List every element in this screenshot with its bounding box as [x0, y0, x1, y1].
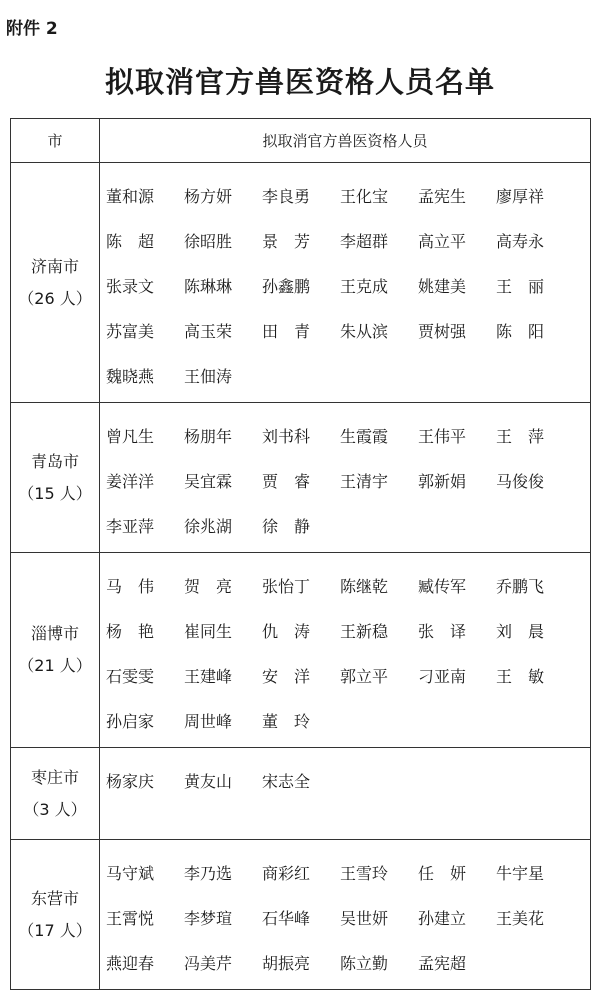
name-row — [106, 653, 590, 698]
person-name: 刘书科 — [262, 427, 311, 446]
person-name: 李超群 — [340, 232, 389, 251]
person-name: 张录文 — [106, 277, 155, 296]
person-name: 刁亚南 — [418, 667, 467, 686]
person-name: 牛宇星 — [496, 864, 545, 883]
person-name: 曾凡生 — [106, 427, 155, 446]
name-row — [106, 503, 590, 548]
city-name: 枣庄市 — [30, 767, 79, 787]
person-name: 高立平 — [418, 232, 467, 251]
person-name: 马俊俊 — [496, 472, 545, 491]
person-name: 王伟平 — [418, 427, 467, 446]
city-group-row — [11, 748, 591, 840]
person-name: 徐兆湖 — [184, 517, 233, 536]
city-cell — [11, 748, 100, 840]
person-name: 张怡丁 — [262, 577, 311, 596]
name-row — [106, 308, 590, 353]
person-name: 燕迎春 — [106, 954, 155, 973]
city-cell — [11, 403, 100, 553]
person-name: 董和源 — [106, 187, 155, 206]
names-cell — [100, 403, 591, 553]
city-count: （21 人） — [18, 656, 92, 675]
person-name: 冯美芹 — [184, 954, 233, 973]
person-name: 陈立勤 — [340, 954, 389, 973]
person-name: 苏富美 — [106, 322, 155, 341]
city-cell — [11, 163, 100, 403]
city-count: （26 人） — [18, 288, 92, 308]
person-name: 王克成 — [340, 277, 389, 296]
city-group-row — [11, 403, 591, 553]
person-name: 宋志全 — [262, 772, 311, 791]
city-name: 东营市 — [30, 888, 79, 908]
person-name: 崔同生 — [184, 622, 233, 641]
person-name: 刘 晨 — [496, 622, 545, 641]
person-name: 陈 超 — [106, 232, 155, 251]
city-count: （17 人） — [18, 920, 92, 940]
person-name: 任 妍 — [418, 864, 467, 883]
name-row — [106, 850, 590, 895]
name-row — [106, 263, 590, 308]
person-name: 黄友山 — [184, 772, 233, 791]
name-row — [106, 940, 590, 985]
name-row — [106, 173, 590, 218]
name-row — [106, 608, 590, 653]
person-name: 杨方妍 — [184, 187, 233, 206]
name-row — [106, 413, 590, 458]
person-name: 马 伟 — [106, 577, 155, 596]
name-row — [106, 458, 590, 503]
person-name: 吴世妍 — [340, 909, 389, 928]
table-header-row — [11, 119, 591, 163]
person-name: 石雯雯 — [106, 667, 155, 686]
person-name: 贾树强 — [418, 322, 467, 341]
names-cell — [100, 840, 591, 990]
city-group-row — [11, 163, 591, 403]
person-name: 乔鹏飞 — [496, 577, 545, 596]
names-cell — [100, 163, 591, 403]
person-name: 王霄悦 — [106, 909, 155, 928]
person-name: 张 译 — [418, 622, 467, 641]
person-name: 陈继乾 — [340, 577, 389, 596]
person-name: 孙鑫鹏 — [262, 277, 311, 296]
person-name: 李亚萍 — [106, 517, 155, 536]
header-personnel: 拟取消官方兽医资格人员 — [100, 119, 591, 163]
person-name: 杨朋年 — [184, 427, 233, 446]
person-name: 孟宪生 — [418, 187, 467, 206]
document-title: 拟取消官方兽医资格人员名单 — [104, 65, 495, 99]
person-name: 孙启家 — [106, 712, 155, 731]
name-row — [106, 353, 590, 398]
person-name: 马守斌 — [106, 864, 155, 883]
person-name: 杨家庆 — [106, 772, 155, 791]
person-name: 王雪玲 — [340, 864, 389, 883]
person-name: 郭立平 — [340, 667, 389, 686]
person-name: 周世峰 — [184, 712, 233, 731]
city-cell — [11, 840, 100, 990]
names-cell — [100, 553, 591, 748]
person-name: 廖厚祥 — [496, 187, 545, 206]
person-name: 商彩红 — [262, 864, 311, 883]
name-row — [106, 758, 590, 803]
person-name: 郭新娟 — [418, 472, 467, 491]
person-name: 孙建立 — [418, 909, 467, 928]
person-name: 李良勇 — [262, 187, 311, 206]
person-name: 王建峰 — [184, 667, 233, 686]
person-name: 石华峰 — [262, 909, 311, 928]
person-name: 王新稳 — [340, 622, 389, 641]
person-name: 田 青 — [262, 322, 311, 341]
city-count: （15 人） — [18, 483, 92, 503]
person-name: 王 萍 — [496, 427, 545, 446]
person-name: 徐 静 — [262, 517, 311, 536]
name-row — [106, 563, 590, 608]
city-cell — [11, 553, 100, 748]
person-name: 徐昭胜 — [184, 232, 233, 251]
person-name: 陈琳琳 — [184, 277, 233, 296]
attachment-label: 附件 2 — [6, 19, 58, 39]
city-name: 淄博市 — [30, 624, 79, 643]
person-name: 孟宪超 — [418, 954, 467, 973]
person-name: 臧传军 — [418, 577, 467, 596]
person-name: 董 玲 — [262, 712, 311, 731]
name-row — [106, 698, 590, 743]
person-name: 朱从滨 — [340, 322, 389, 341]
person-name: 王 丽 — [496, 277, 545, 296]
city-group-row — [11, 553, 591, 748]
person-name: 王美花 — [496, 909, 545, 928]
person-name: 魏晓燕 — [106, 367, 155, 386]
person-name: 高寿永 — [496, 232, 545, 251]
person-name: 姜洋洋 — [106, 472, 155, 491]
city-group-row — [11, 840, 591, 990]
person-name: 高玉荣 — [184, 322, 233, 341]
person-name: 王佃涛 — [184, 367, 233, 386]
person-name: 仇 涛 — [262, 622, 311, 641]
name-row — [106, 218, 590, 263]
person-name: 杨 艳 — [106, 622, 155, 641]
person-name: 姚建美 — [418, 277, 467, 296]
person-name: 吴宜霖 — [184, 472, 233, 491]
person-name: 王清宇 — [340, 472, 389, 491]
person-name: 景 芳 — [262, 232, 311, 251]
person-name: 胡振亮 — [262, 954, 311, 973]
personnel-table — [10, 118, 591, 990]
person-name: 王 敏 — [496, 667, 545, 686]
person-name: 贾 睿 — [262, 472, 311, 491]
person-name: 生霞霞 — [340, 427, 389, 446]
city-name: 济南市 — [30, 256, 79, 276]
header-city: 市 — [11, 119, 100, 163]
person-name: 安 洋 — [262, 667, 311, 686]
name-row — [106, 895, 590, 940]
names-cell — [100, 748, 591, 840]
person-name: 李乃选 — [184, 864, 233, 883]
city-name: 青岛市 — [30, 451, 79, 471]
person-name: 贺 亮 — [184, 577, 233, 596]
person-name: 李梦瑄 — [184, 909, 233, 928]
person-name: 陈 阳 — [496, 322, 545, 341]
city-count: （3 人） — [23, 799, 87, 819]
person-name: 王化宝 — [340, 187, 389, 206]
table-body — [11, 163, 591, 990]
